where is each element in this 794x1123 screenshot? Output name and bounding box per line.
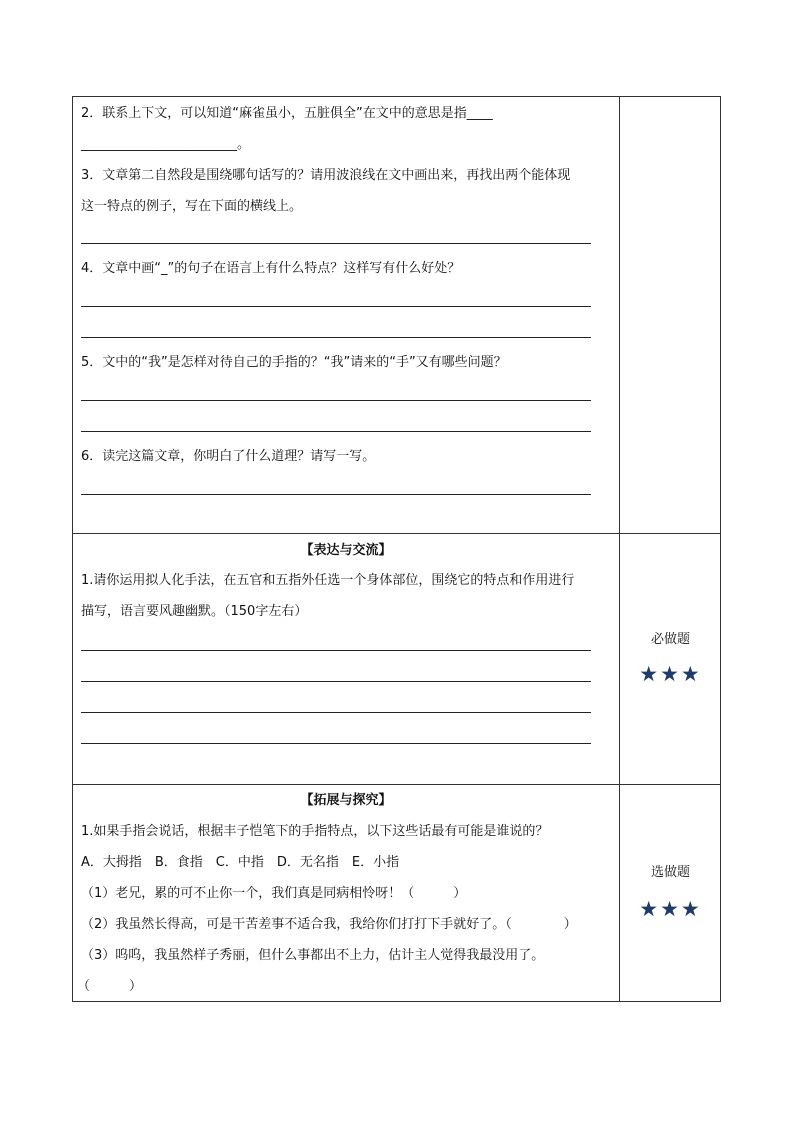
answer-line[interactable] bbox=[81, 743, 591, 744]
sentence-1: （1）老兄，累的可不止你一个，我们真是同病相怜呀！（ ） bbox=[81, 886, 467, 901]
worksheet-table bbox=[72, 96, 721, 1002]
answer-line[interactable] bbox=[81, 243, 591, 244]
answer-line[interactable] bbox=[81, 306, 591, 307]
row-divider-1 bbox=[73, 533, 720, 534]
question-2-line-1: 2．联系上下文，可以知道“麻雀虽小，五脏俱全”在文中的意思是指____ bbox=[81, 106, 493, 121]
star-rating-icon: ★★★ bbox=[639, 662, 702, 686]
extension-section-title: 【拓展与探究】 bbox=[300, 793, 392, 808]
question-5: 5．文中的“我”是怎样对待自己的手指的？“我”请来的“手”又有哪些问题？ bbox=[81, 355, 507, 370]
answer-line[interactable] bbox=[81, 337, 591, 338]
question-4: 4．文章中画“_”的句子在语言上有什么特点？这样写有什么好处？ bbox=[81, 261, 461, 276]
sentence-3: （3）呜呜，我虽然样子秀丽，但什么事都出不上力，估计主人觉得我最没用了。 bbox=[81, 948, 545, 963]
sentence-3-answer-blank[interactable]: （ ） bbox=[77, 979, 143, 994]
answer-line[interactable] bbox=[81, 400, 591, 401]
question-6: 6．读完这篇文章，你明白了什么道理？请写一写。 bbox=[81, 449, 376, 464]
answer-line[interactable] bbox=[81, 681, 591, 682]
expression-question-1-line-1: 1.请你运用拟人化手法，在五官和五指外任选一个身体部位，围绕它的特点和作用进行 bbox=[81, 573, 575, 588]
extension-question-1: 1.如果手指会说话，根据丰子恺笔下的手指特点，以下这些话最有可能是谁说的？ bbox=[81, 824, 549, 839]
optional-label: 选做题 bbox=[650, 865, 690, 880]
required-label: 必做题 bbox=[650, 632, 690, 647]
sentence-2: （2）我虽然长得高，可是干苦差事不适合我，我给你们打打下手就好了。（ ） bbox=[81, 917, 577, 932]
star-rating-icon: ★★★ bbox=[639, 897, 702, 921]
row-divider-2 bbox=[73, 784, 720, 785]
question-2-line-2: ________________________。 bbox=[81, 137, 251, 152]
answer-options: A．大拇指 B．食指 C．中指 D．无名指 E．小指 bbox=[81, 855, 400, 870]
question-3-line-2: 这一特点的例子，写在下面的横线上。 bbox=[81, 199, 303, 214]
answer-line[interactable] bbox=[81, 650, 591, 651]
question-3-line-1: 3．文章第二自然段是围绕哪句话写的？请用波浪线在文中画出来，再找出两个能体现 bbox=[81, 168, 571, 183]
answer-line[interactable] bbox=[81, 494, 591, 495]
expression-question-1-line-2: 描写，语言要风趣幽默。（150字左右） bbox=[81, 604, 308, 619]
expression-section-title: 【表达与交流】 bbox=[300, 543, 392, 558]
answer-line[interactable] bbox=[81, 431, 591, 432]
answer-line[interactable] bbox=[81, 712, 591, 713]
